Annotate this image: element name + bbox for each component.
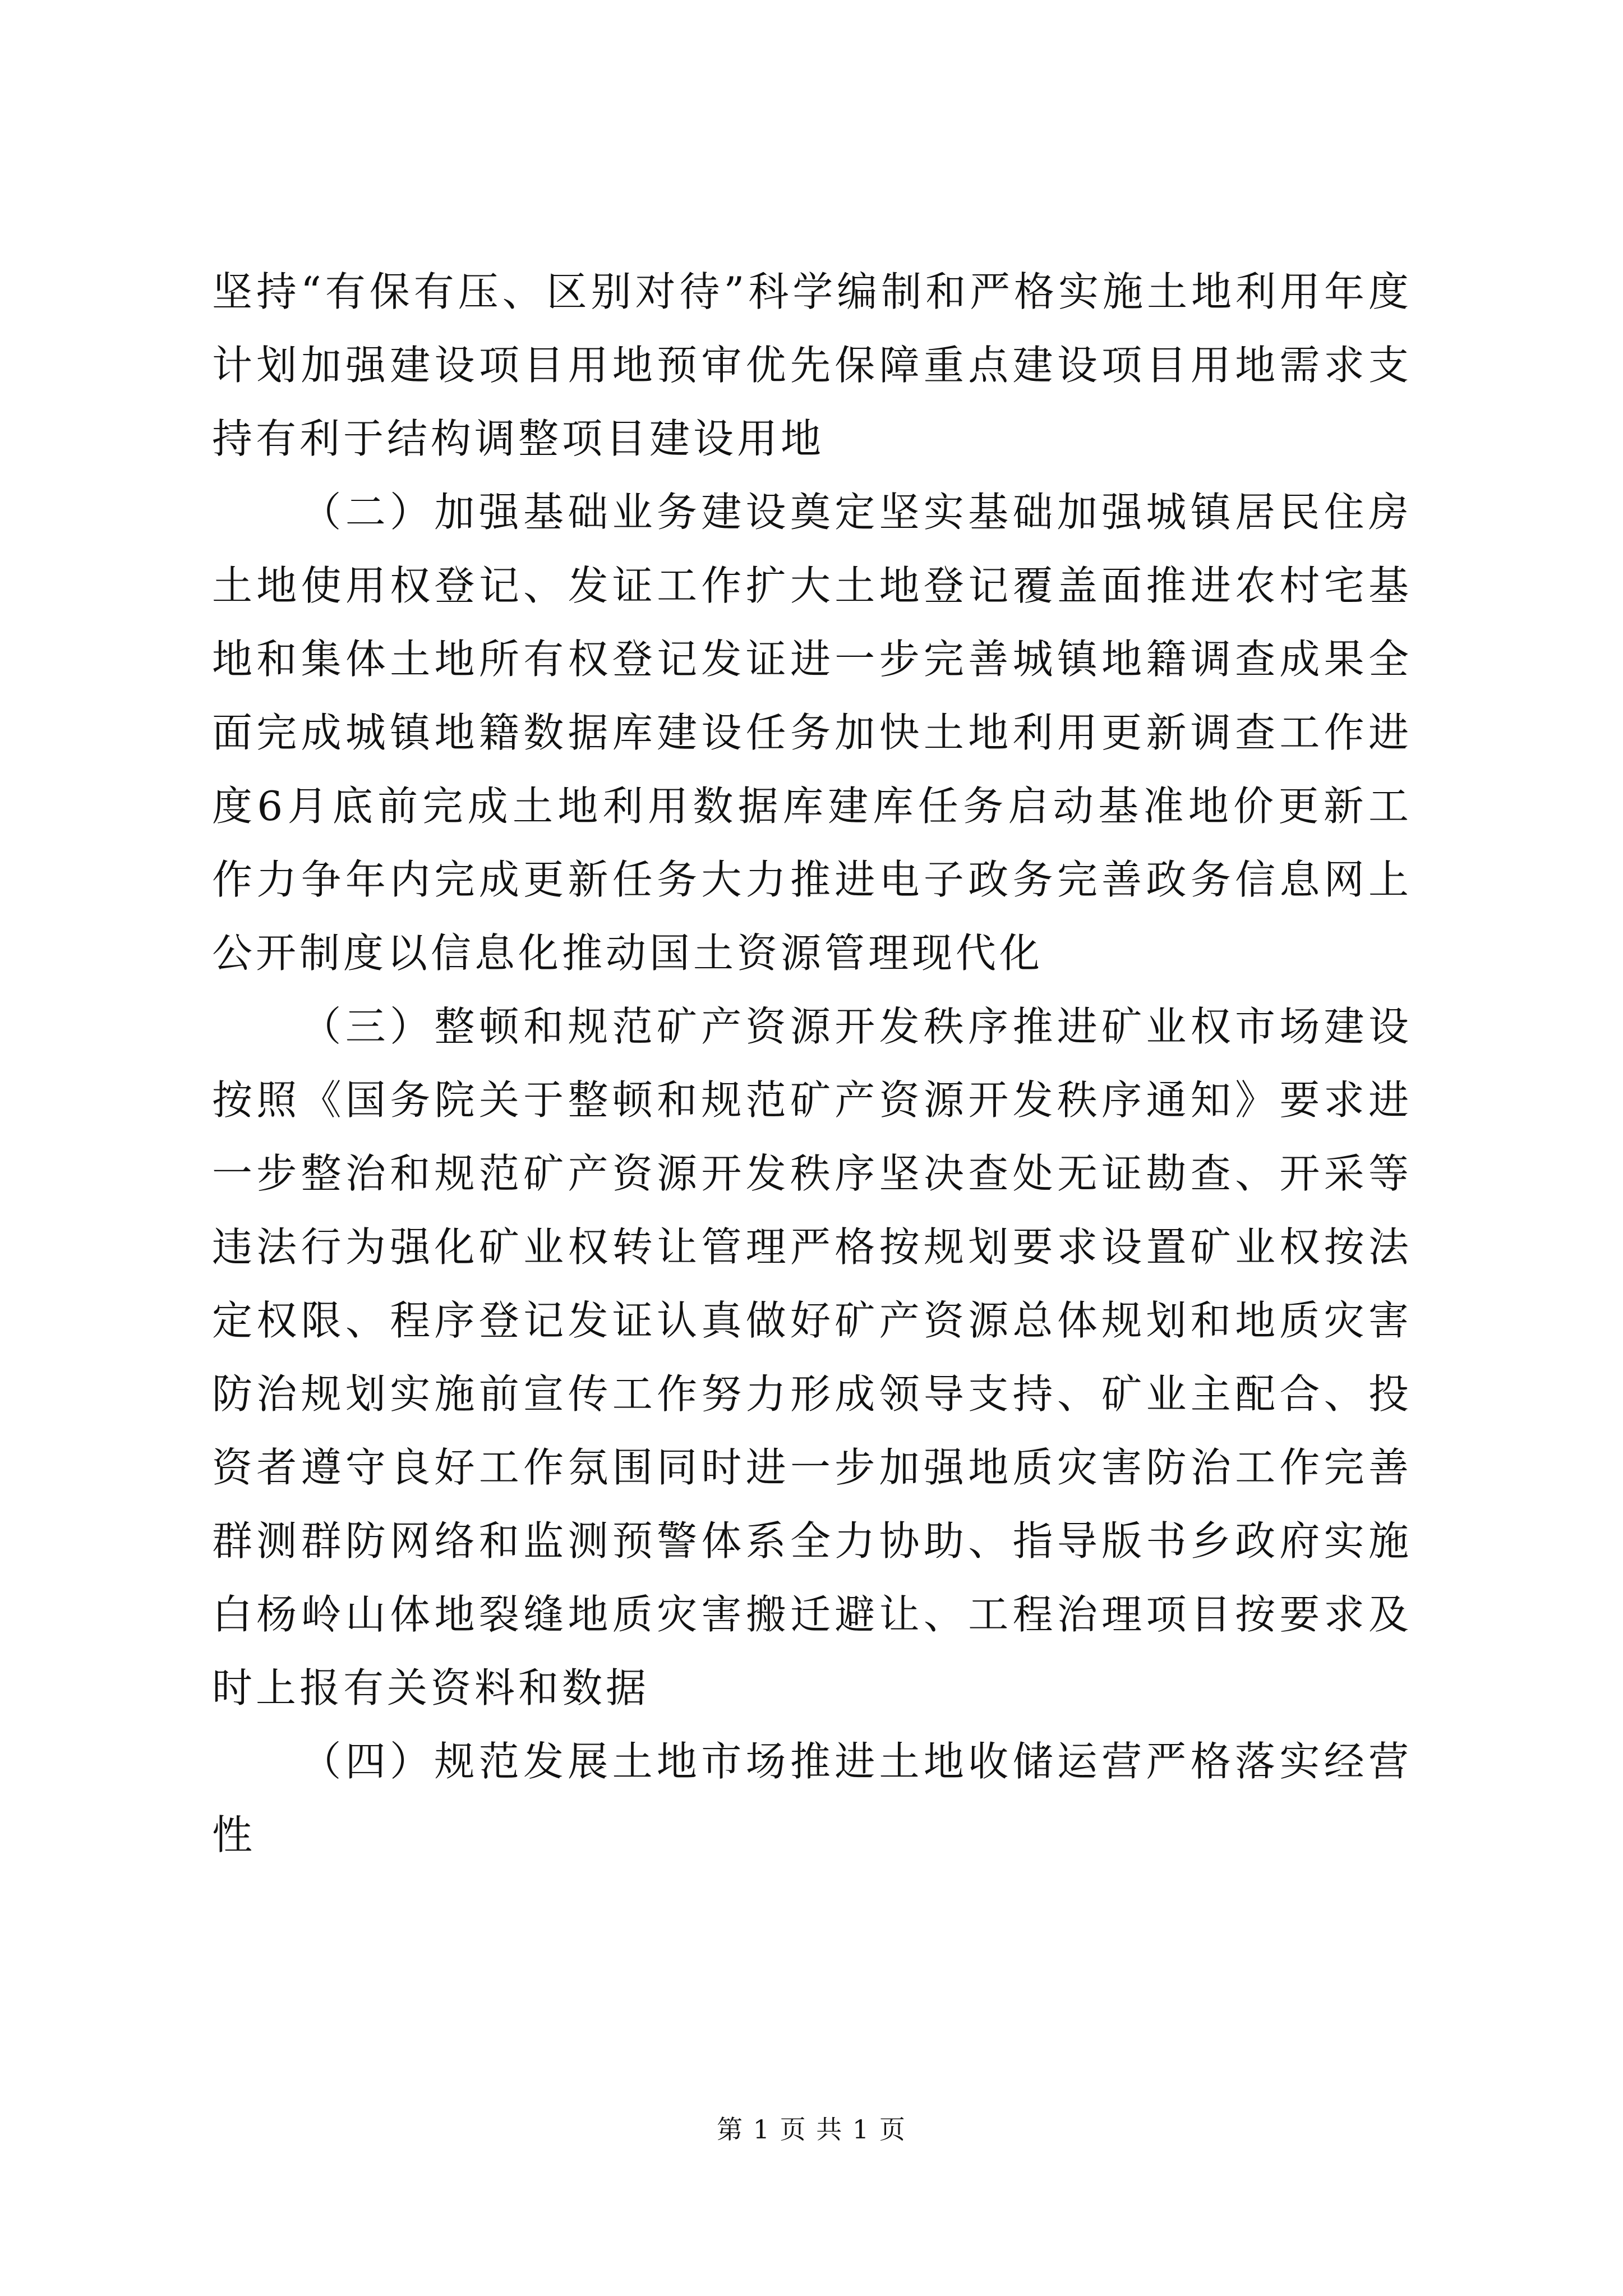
paragraph-section-2: （二）加强基础业务建设奠定坚实基础加强城镇居民住房土地使用权登记、发证工作扩大土地登记覆盖面推进农村宅基地和集体土地所有权登记发证进一步完善城镇地籍调查成果全面完成城镇地籍数据库建设任务加快土地利用更新调查工作进度6月底前完成土地利用数据库建库任务启动基准地价更新工作力争年内完成更新任务大力推进电子政务完善政务信息网上公开制度以信息化推动国土资源管理现代化	[212, 489, 1412, 977]
paragraph-section-3: （三）整顿和规范矿产资源开发秩序推进矿业权市场建设按照《国务院关于整顿和规范矿产资源开发秩序通知》要求进一步整治和规范矿产资源开发秩序坚决查处无证勘查、开采等违法行为强化矿业权转让管理严格按规划要求设置矿业权按法定权限、程序登记发证认真做好矿产资源总体规划和地质灾害防治规划实施前宣传工作努力形成领导支持、矿业主配合、投资者遵守良好工作氛围同时进一步加强地质灾害防治工作完善群测群防网络和监测预警体系全力协助、指导版书乡政府实施白杨岭山体地裂缝地质灾害搬迁避让、工程治理项目按要求及时上报有关资料和数据	[212, 1003, 1412, 1711]
page-footer: 第 1 页 共 1 页	[717, 2114, 906, 2145]
paragraph-section-4: （四）规范发展土地市场推进土地收储运营严格落实经营性	[212, 1738, 1412, 1858]
body-text	[212, 255, 1412, 1872]
paragraph-continued: 坚持“有保有压、区别对待”科学编制和严格实施土地利用年度计划加强建设项目用地预审优先保障重点建设项目用地需求支持有利于结构调整项目建设用地	[212, 268, 1412, 462]
